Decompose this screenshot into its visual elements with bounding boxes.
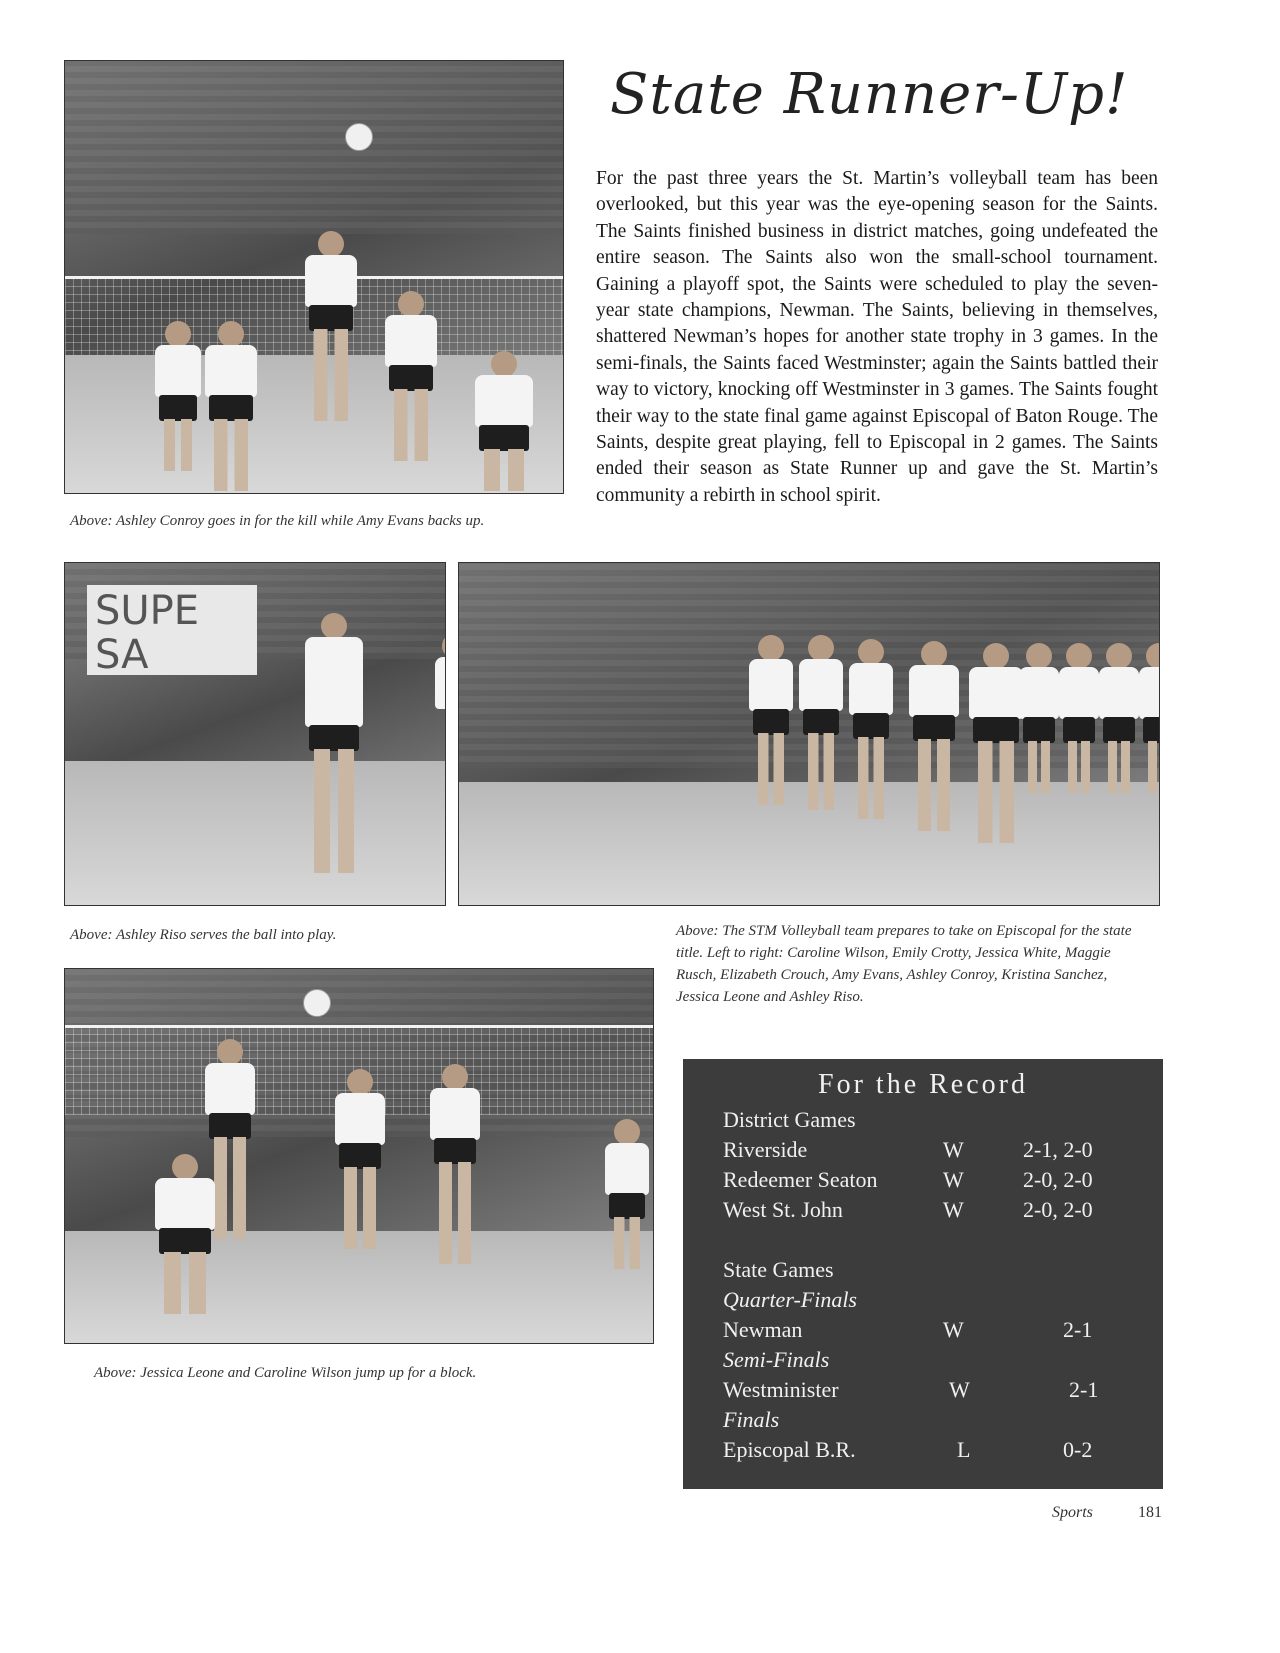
state-heading: State Games xyxy=(723,1257,834,1282)
record-box xyxy=(683,1059,1163,1489)
finals-label: Finals xyxy=(723,1407,780,1432)
banner-text: SUPE SA xyxy=(87,585,257,675)
photo-kill xyxy=(64,60,564,494)
caption-serve: Above: Ashley Riso serves the ball into play. xyxy=(70,927,337,943)
caption-kill: Above: Ashley Conroy goes in for the kill while Amy Evans backs up. xyxy=(70,513,485,529)
photo-block xyxy=(64,968,654,1344)
page-number: 181 xyxy=(1138,1504,1162,1521)
footer-section: Sports xyxy=(1052,1504,1093,1521)
record-row: Newman W 2-1 xyxy=(723,1317,1093,1342)
record-title: For the Record xyxy=(818,1069,1028,1100)
caption-team-lineup: Above: The STM Volleyball team prepares to take on Episcopal for the state title. Left to right: Caroline Wilson, Emily Crotty, Jessica White, Maggie Rusch, Elizabeth Crouch, Amy Evans, Ashley Conroy, Kristina Sanchez, Jessica Leone and Ashley Riso. xyxy=(676,923,1132,1005)
record-row: Redeemer Seaton W 2-0, 2-0 xyxy=(723,1167,1093,1192)
page-title: State Runner-Up! xyxy=(610,62,1129,127)
quarter-finals-label: Quarter-Finals xyxy=(723,1287,857,1312)
district-heading: District Games xyxy=(723,1107,856,1132)
record-row: Episcopal B.R. L 0-2 xyxy=(723,1437,1093,1462)
article-body: For the past three years the St. Martin’s volleyball team has been overlooked, but this year was the eye-opening season for the Saints. The Saints finished business in district matches, going undefeated the entire season. The Saints also won the small-school tournament. Gaining a playoff spot, the Saints were scheduled to play the seven-year state champions, Newman. The Saints, believing in themselves, shattered Newman’s hopes for another state trophy in 3 games. In the semi-finals, the Saints faced Westminster; again the Saints battled their way to victory, knocking off Westminster in 3 games. The Saints fought their way to the state final game against Episcopal of Baton Rouge. The Saints, despite great playing, fell to Episcopal in 2 games. The Saints ended their season as State Runner up and gave the St. Martin’s community a rebirth in school spirit. xyxy=(596,168,1158,506)
record-row: Westminister W 2-1 xyxy=(723,1377,1099,1402)
photo-serve xyxy=(64,562,446,906)
semi-finals-label: Semi-Finals xyxy=(723,1347,830,1372)
record-row: West St. John W 2-0, 2-0 xyxy=(723,1197,1093,1222)
caption-block: Above: Jessica Leone and Caroline Wilson jump up for a block. xyxy=(94,1365,477,1381)
record-row: Riverside W 2-1, 2-0 xyxy=(723,1137,1093,1162)
photo-team-lineup xyxy=(458,562,1160,906)
